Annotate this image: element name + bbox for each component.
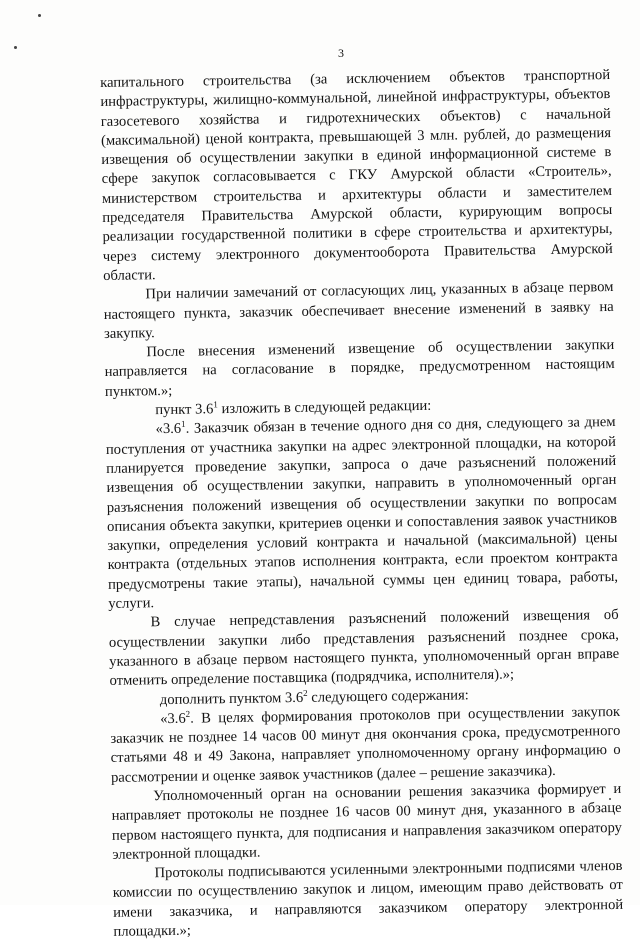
paragraph-3: После внесения изменений извещение об осуществлении закупки направляется на согласование в порядке, предусмотренном настоящим пунктом.»; xyxy=(104,337,615,400)
paragraph-2: При наличии замечаний от согласующих лиц, указанных в абзаце первом настоящего пункта, заказчик обеспечивает внесение изменений в заявку на закупку. xyxy=(103,279,614,342)
paragraph-5 xyxy=(105,413,618,614)
paragraph-4-text: пункт 3.6 xyxy=(155,401,214,419)
paragraph-5-text: «3.6 xyxy=(155,421,182,438)
paragraph-4-text-after: изложить в следующей редакции: xyxy=(217,397,432,418)
paragraph-8-text-after: . В целях формирования протоколов при осуществлении закупок заказчик не позднее 14 часов 00 минут дня окончания срока, предусмотренного статьями 48 и 49 Закона, направляет уполномоченному органу информацию о рассмотрении и оценке заявок участников (далее – решение заказчика). xyxy=(110,703,621,786)
page-number: 3 xyxy=(338,46,344,60)
superscript: 2 xyxy=(185,708,191,719)
paragraph-8 xyxy=(110,703,621,788)
paragraph-5-text-after: . Заказчик обязан в течение одного дня со дня, следующего за днем поступления от участника закупки на адрес электронной площадки, на которой планируется проведение закупки, запроса о даче разъяснений положений извещения об осуществлении закупки, направить в уполномоченный орган разъяснения положений извещения об осуществлении закупки по вопросам описания объекта закупки, критериев оценки и сопоставления заявок участников закупки, определения условий контракта и начальной (максимальной) цены контракта (отдельных этапов исполнения контракта, если проектом контракта предусмотрены такие этапы), начальной суммы цен единиц товара, работы, услуги. xyxy=(105,414,619,612)
superscript: 1 xyxy=(213,399,218,410)
document-body xyxy=(100,66,624,942)
superscript: 2 xyxy=(303,687,308,698)
superscript: 1 xyxy=(180,419,186,430)
scan-artifact-dot xyxy=(38,14,41,17)
paragraph-1: капитального строительства (за исключением объектов транспортной инфраструктуры, жилищно-коммунальной, линейной инфраструктуры, объектов газосетевого хозяйства и гидротехнических объектов) с начальной (максимальной) ценой контракта, превышающей 3 млн. рублей, до размещения извещения об осуществлении закупки в единой информационной системе в сфере закупок согласовывается с ГКУ Амурской области «Строитель», министерством строительства и архитектуры области и заместителем председателя Правительства Амурской области, курирующим вопросы реализации государственной политики в сфере строительства и архитектуры, через систему электронного документооборота Правительства Амурской области. xyxy=(100,66,613,284)
paragraph-10: Протоколы подписываются усиленными электронными подписями членов комиссии по осуществлению закупок и лицом, имеющим право действовать от имени заказчика, и направляются заказчиком оператору электронной площадки.»; xyxy=(112,858,624,940)
paragraph-8-text: «3.6 xyxy=(160,710,186,727)
paragraph-9: Уполномоченный орган на основании решения заказчика формирует и направляет протоколы не позднее 16 часов 00 минут дня, указанного в абзаце первом настоящего пункта, для подписания и направления заказчиком оператору электронной площадки. xyxy=(111,780,623,863)
scan-artifact-dot xyxy=(14,46,17,49)
paragraph-7-text: дополнить пунктом 3.6 xyxy=(159,689,304,708)
paragraph-7-text-after: следующего содержания: xyxy=(307,686,469,706)
paragraph-6: В случае непредставления разъяснений положений извещения об осуществлении закупки либо представления разъяснений позднее срока, указанного в абзаце первом настоящего пункта, уполномоченный орган вправе отменить определение поставщика (подрядчика, исполнителя).»; xyxy=(108,607,620,690)
